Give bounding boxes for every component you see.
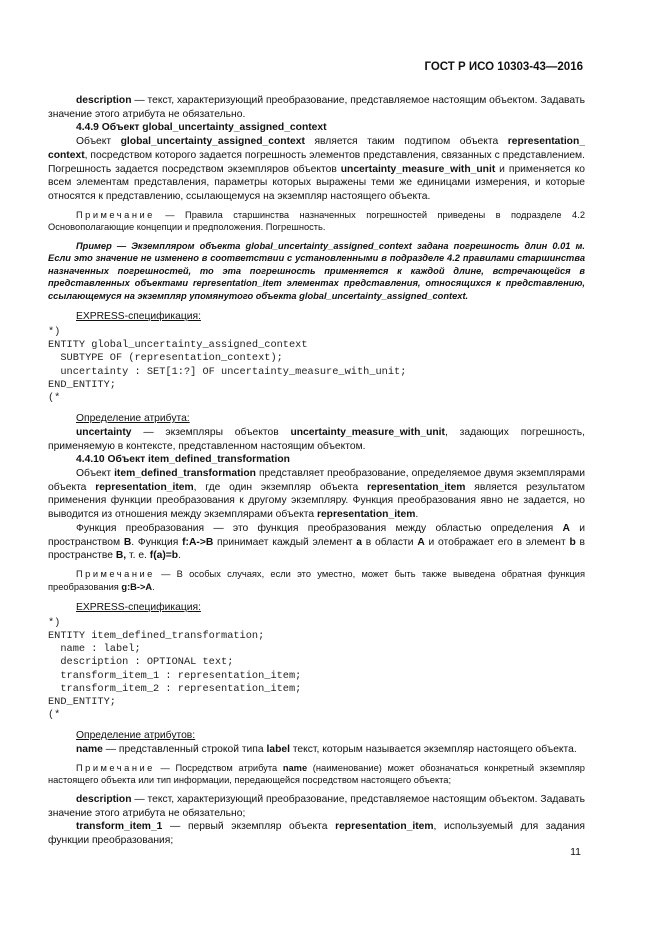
page-body — [48, 94, 585, 848]
express-label: EXPRESS-спецификация: — [76, 311, 201, 323]
note-precedence: Примечание — Правила старшинства назначенных погрешностей приведены в подразделе 4.2 Основополагающие концепции и предположения. Погрешность. — [48, 209, 585, 233]
express-label: EXPRESS-спецификация: — [76, 602, 201, 614]
note-inverse-function: Примечание — В особых случаях, если это уместно, может быть также выведена обратная функция преобразования g:B->A. — [48, 568, 585, 592]
attribute-transform-item-1: transform_item_1 — первый экземпляр объекта representation_item, используемый для задания функции преобразования; — [48, 821, 585, 847]
section-heading-4-4-9: 4.4.9 Объект global_uncertainty_assigned_context — [76, 122, 327, 134]
paragraph-global-uncertainty: Объект global_uncertainty_assigned_context является таким подтипом объекта representation_ context, посредством которого задается погрешность элементов представления, связанных с представлением. Погрешность задается посредством экземпляров объектов uncertainty_measure_with_unit и применяется ко всем элементам представления, параметры которых выражены теми же единицами измерения, и которые относятся к представлению, ссылающемуся на экземпляр настоящего объекта. — [48, 136, 585, 202]
page-header: ГОСТ Р ИСО 10303-43—2016 — [424, 61, 583, 73]
paragraph-transformation-function: Функция преобразования — это функция преобразования между областью определения A и пространством B. Функция f:A->B принимает каждый элемент a в области A и отображает его в элемент b в пространстве B, т. е. f(a)=b. — [48, 522, 586, 562]
note-name-attribute: Примечание — Посредством атрибута name (наименование) может обозначаться конкретный экземпляр настоящего объекта или тип информации, передающейся посредством настоящего объекта; — [48, 762, 585, 786]
paragraph-description: description — текст, характеризующий преобразование, представляемое настоящим объектом. Задавать значение этого атрибута не обязательно. — [48, 95, 585, 120]
express-code-block: *) ENTITY item_defined_transformation; name : label; description : OPTIONAL text; transform_item_1 : representation_item; transform_item_2 : representation_item; END_ENTITY; (* — [48, 616, 302, 722]
page-number: 11 — [570, 846, 581, 858]
attributes-definition-label: Определение атрибутов: — [76, 730, 196, 742]
example-global-uncertainty: Пример — Экземпляром объекта global_uncertainty_assigned_context задана погрешность длин 0.01 м. Если это значение не изменено в соответствии с установленными в подразделе 4.2 правилами старшинства назначенных погрешностей, то эта погрешность применяется к каждой длине, встречающейся в представленных объектами representation_item элементах представления, относящихся к представлению, ссылающемуся на экземпляр упомянутого объекта global_uncertainty_assigned_context. — [48, 240, 585, 301]
paragraph-item-defined-transformation: Объект item_defined_transformation представляет преобразование, определяемое двумя экземплярами объекта representation_item, где один экземпляр объекта representation_item является результатом применения функции преобразования к другому экземпляру. Функция преобразования явно не задается, но выводится из отношения между экземплярами объекта representation_item. — [48, 468, 585, 521]
section-heading-4-4-10: 4.4.10 Объект item_defined_transformation — [76, 454, 290, 466]
attribute-uncertainty: uncertainty — экземпляры объектов uncertainty_measure_with_unit, задающих погрешность, применяемую в контексте, представленном настоящим объектом. — [48, 426, 585, 452]
attribute-definition-label: Определение атрибута: — [76, 413, 190, 425]
attribute-name: name — представленный строкой типа label текст, которым называется экземпляр настоящего объекта. — [76, 744, 577, 756]
attribute-description: description — текст, характеризующий преобразование, представляемое настоящим объектом. Задавать значение этого атрибута не обязательно; — [48, 794, 585, 819]
express-code-block: *) ENTITY global_uncertainty_assigned_context SUBTYPE OF (representation_context); uncertainty : SET[1:?] OF uncertainty_measure_with_unit; END_ENTITY; (* — [48, 326, 407, 405]
